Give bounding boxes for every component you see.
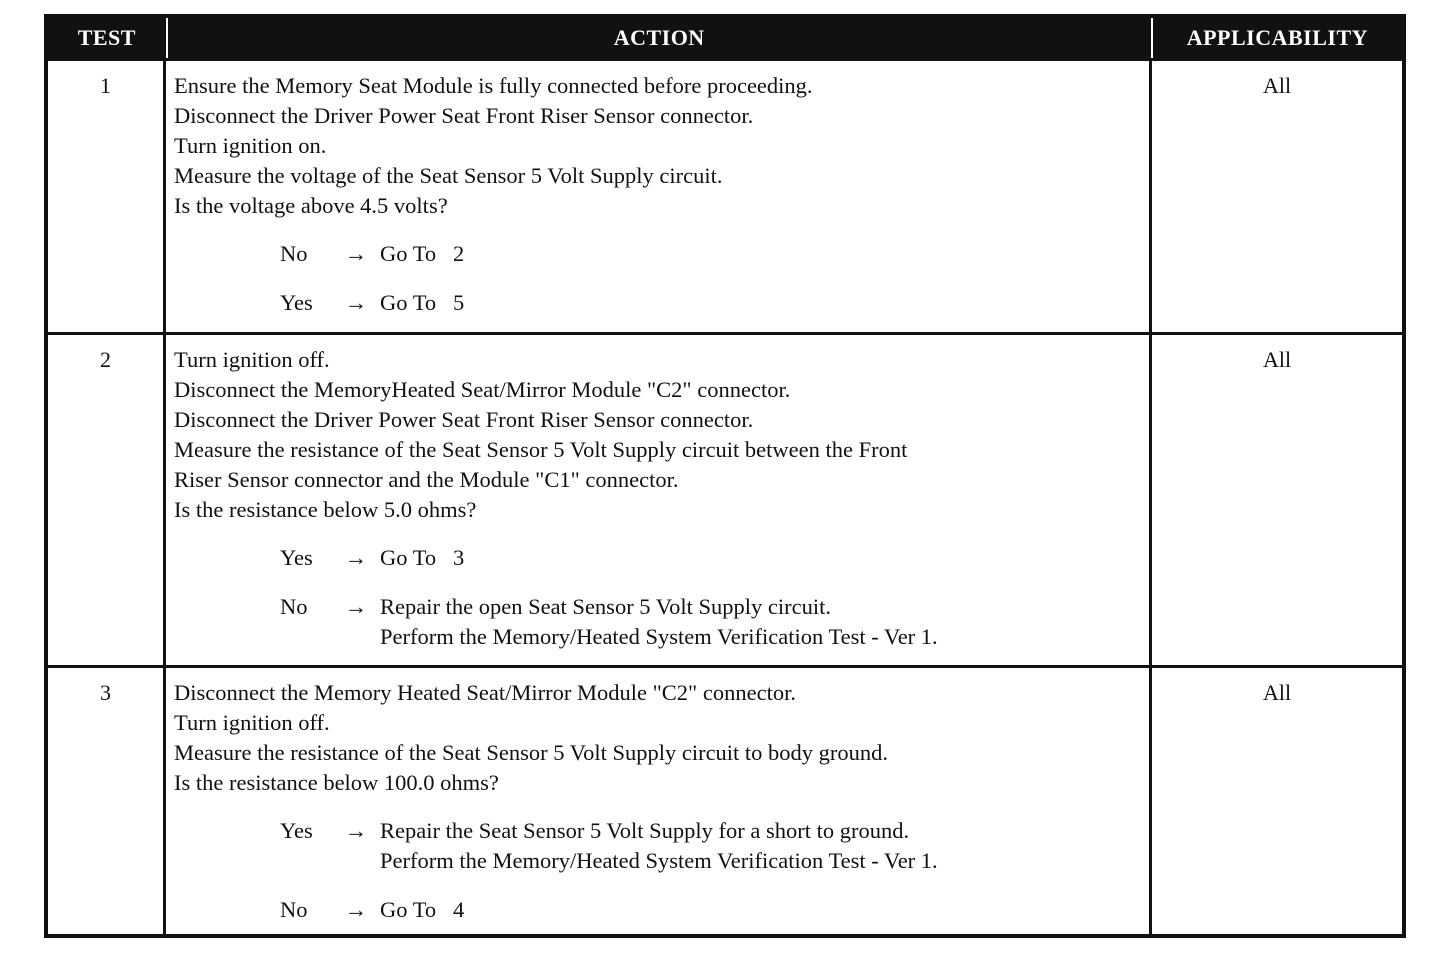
result-line: Repair the Seat Sensor 5 Volt Supply for a short to ground. [380,818,910,843]
outcomes [174,816,1149,925]
answer-label: Yes [280,818,313,843]
action-line: Disconnect the Driver Power Seat Front Riser Sensor connector. [174,407,754,432]
action-cell [166,668,1152,934]
outcome-yes [280,288,1149,318]
outcomes [174,543,1149,652]
result-line: Repair the open Seat Sensor 5 Volt Supply circuit. [380,594,831,619]
answer-label: No [280,594,308,619]
outcome-result: Go To 5 [380,290,465,315]
action-line: Is the voltage above 4.5 volts? [174,193,448,218]
action-line: Turn ignition off. [174,347,330,372]
test-number: 3 [48,668,166,934]
header-applicability: APPLICABILITY [1186,25,1369,50]
diagnostic-test-table [44,14,1406,938]
outcomes [174,239,1149,318]
outcome-result [380,592,1149,652]
applicability-cell: All [1262,73,1292,98]
table-row [48,665,1402,934]
action-line: Ensure the Memory Seat Module is fully connected before proceeding. [174,73,813,98]
outcome-yes [280,543,1149,573]
action-line: Disconnect the MemoryHeated Seat/Mirror Module "C2" connector. [174,377,791,402]
result-line: Perform the Memory/Heated System Verification Test - Ver 1. [380,624,938,649]
action-line: Measure the voltage of the Seat Sensor 5 Volt Supply circuit. [174,163,723,188]
action-line: Is the resistance below 100.0 ohms? [174,770,499,795]
arrow-icon: → [344,290,368,315]
outcome-result [380,816,1149,876]
action-line: Riser Sensor connector and the Module "C1" connector. [174,467,679,492]
answer-label: Yes [280,545,313,570]
arrow-icon: → [344,818,368,843]
action-cell [166,61,1152,332]
action-line: Turn ignition on. [174,133,327,158]
action-line: Turn ignition off. [174,710,330,735]
outcome-no [280,895,1149,925]
outcome-yes [280,816,1149,876]
arrow-icon: → [344,594,368,619]
header-test: TEST [48,18,168,58]
outcome-result: Go To 3 [380,545,465,570]
table-header [48,18,1402,58]
test-number: 1 [48,61,166,332]
action-line: Disconnect the Memory Heated Seat/Mirror Module "C2" connector. [174,680,796,705]
applicability-cell: All [1262,347,1292,372]
action-line: Is the resistance below 5.0 ohms? [174,497,477,522]
answer-label: No [280,897,308,922]
answer-label: Yes [280,290,313,315]
result-line: Perform the Memory/Heated System Verification Test - Ver 1. [380,848,938,873]
table-row [48,332,1402,665]
applicability-cell: All [1262,680,1292,705]
outcome-no [280,239,1149,269]
arrow-icon: → [344,897,368,922]
action-line: Disconnect the Driver Power Seat Front Riser Sensor connector. [174,103,754,128]
table-row [48,58,1402,332]
arrow-icon: → [344,545,368,570]
outcome-no [280,592,1149,652]
outcome-result: Go To 2 [380,241,465,266]
outcome-result: Go To 4 [380,897,465,922]
test-number: 2 [48,335,166,665]
header-action: ACTION [168,18,1153,58]
action-line: Measure the resistance of the Seat Sensor 5 Volt Supply circuit between the Front [174,437,908,462]
action-line: Measure the resistance of the Seat Sensor 5 Volt Supply circuit to body ground. [174,740,889,765]
arrow-icon: → [344,241,368,266]
answer-label: No [280,241,308,266]
action-cell [166,335,1152,665]
